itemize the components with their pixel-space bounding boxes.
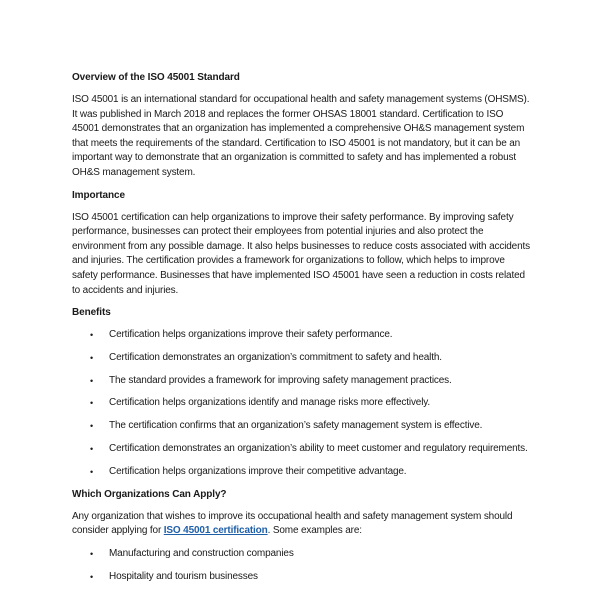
apply-paragraph (72, 510, 532, 539)
bullet-icon: • (90, 421, 94, 432)
list-item (72, 374, 532, 389)
apply-text-after: . Some examples are: (267, 525, 362, 537)
list-item-text: Certification demonstrates an organization’s ability to meet customer and regulatory requirements. (109, 443, 528, 455)
benefits-list (72, 328, 532, 479)
list-item (72, 396, 532, 411)
bullet-icon: • (90, 352, 94, 363)
bullet-icon: • (90, 375, 94, 386)
list-item (72, 442, 532, 457)
apply-text-before: Any organization that wishes to improve its occupational health and safety management system should consider applying for (72, 510, 513, 537)
bullet-icon: • (90, 571, 94, 582)
bullet-icon: • (90, 330, 94, 341)
overview-heading: Overview of the ISO 45001 Standard (72, 72, 240, 83)
list-item-text: Certification helps organizations improve their competitive advantage. (109, 465, 407, 477)
list-item (72, 570, 532, 585)
bullet-icon: • (90, 444, 94, 455)
list-item (72, 328, 532, 343)
list-item-text: Certification helps organizations identify and manage risks more effectively. (109, 397, 431, 409)
list-item-text: Certification demonstrates an organization’s commitment to safety and health. (109, 351, 442, 363)
list-item-text: Certification helps organizations improve their safety performance. (109, 329, 393, 341)
examples-list (72, 547, 532, 584)
importance-heading: Importance (72, 189, 125, 201)
list-item-text: The certification confirms that an organization’s safety management system is effective. (109, 420, 483, 432)
overview-paragraph: ISO 45001 is an international standard for occupational health and safety management systems (OHSMS). It was published in March 2018 and replaces the former OHSAS 18001 standard. Certification to ISO 45001 demonstrates that an organization has implemented a comprehensive OH&S management system that meets the requirements of the standard. Certification to ISO 45001 is not mandatory, but it can be an important way to demonstrate that an organization is committed to safety and has implemented a robust OH&S management system. (72, 94, 530, 178)
bullet-icon: • (90, 398, 94, 409)
list-item (72, 547, 532, 562)
list-item (72, 351, 532, 366)
list-item-text: The standard provides a framework for improving safety management practices. (109, 374, 452, 386)
document-page (72, 71, 532, 592)
bullet-icon: • (90, 466, 94, 477)
list-item (72, 465, 532, 480)
benefits-heading: Benefits (72, 307, 111, 319)
iso-certification-link[interactable]: ISO 45001 certification (163, 525, 268, 537)
list-item-text: Hospitality and tourism businesses (109, 570, 258, 582)
bullet-icon: • (90, 548, 94, 559)
list-item (72, 419, 532, 434)
apply-heading: Which Organizations Can Apply? (72, 488, 227, 500)
importance-paragraph: ISO 45001 certification can help organizations to improve their safety performance. By improving safety performance, businesses can protect their employees from potential injuries and also protect the environment from any possible damage. It also helps businesses to reduce costs associated with accidents and injuries. The certification provides a framework for organizations to follow, which helps to improve safety performance. Businesses that have implemented ISO 45001 have seen a reduction in costs related to accidents and injuries. (72, 211, 530, 296)
list-item-text: Manufacturing and construction companies (109, 547, 294, 559)
